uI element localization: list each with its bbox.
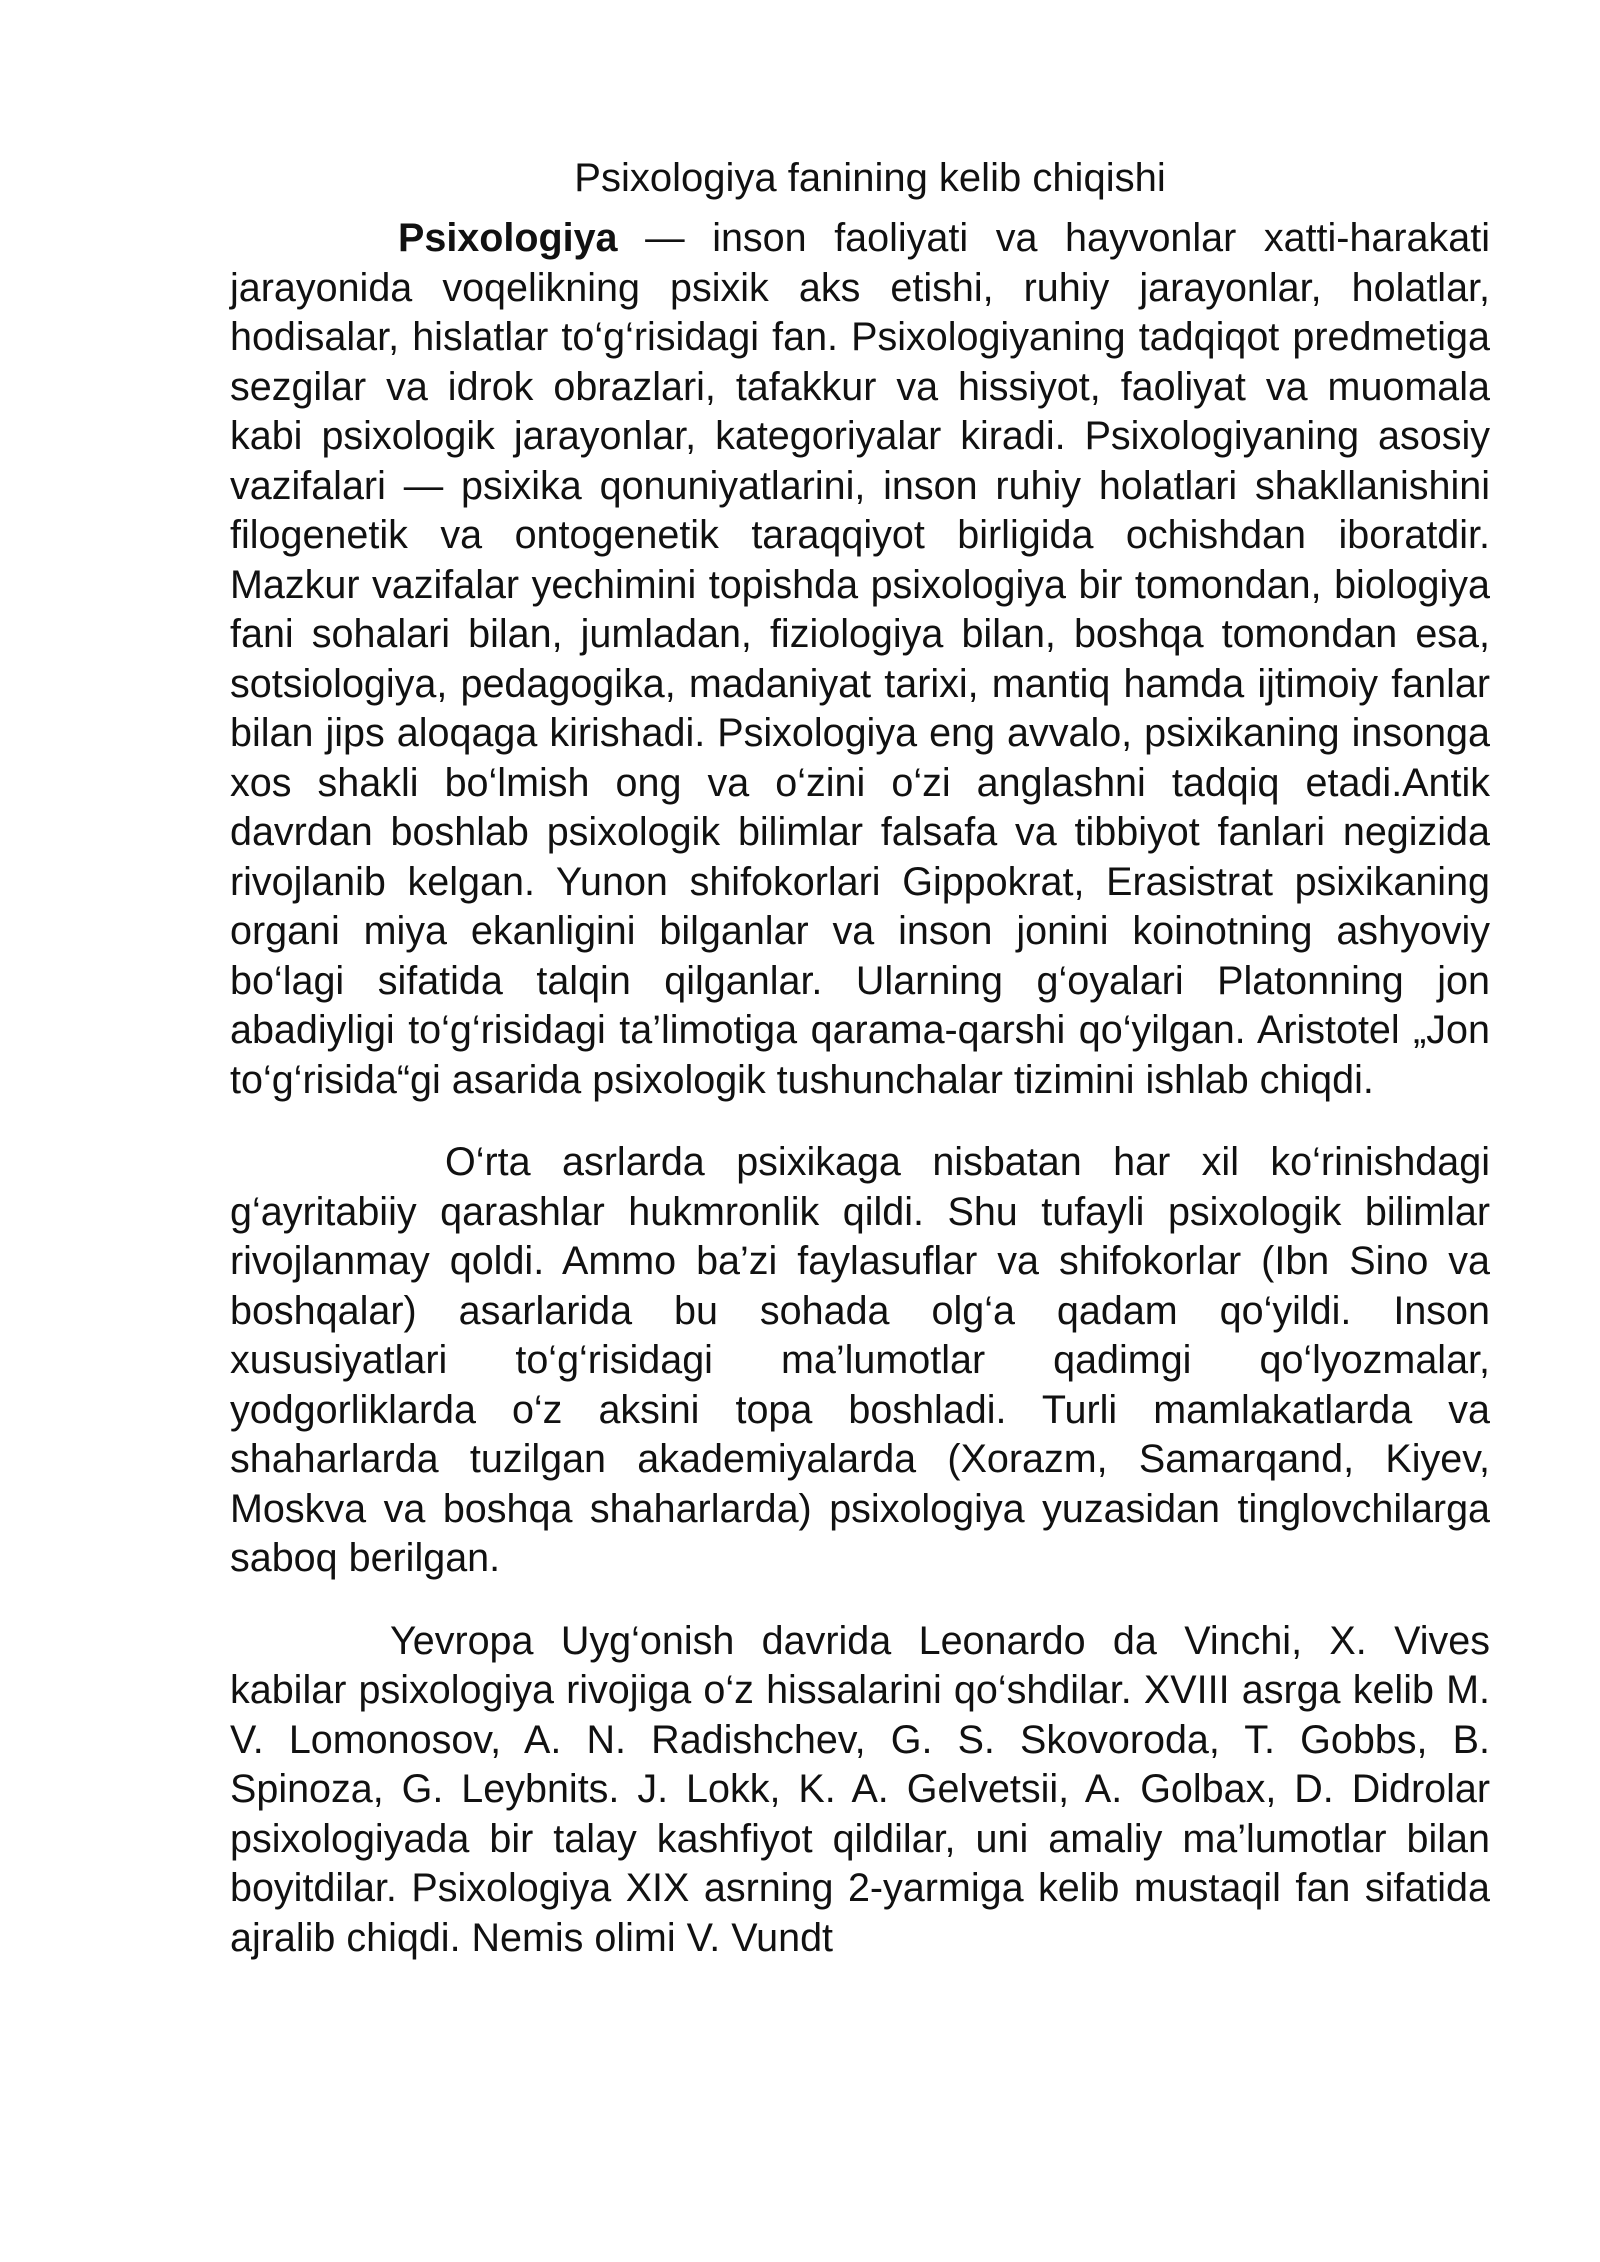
paragraph-2: O‘rta asrlarda psixikaga nisbatan har xil ko‘rinishdagi g‘ayritabiiy qarashlar hukmronlik qildi. Shu tufayli psixologik bilimlar rivojlanmay qoldi. Ammo ba’zi faylasuflar va shifokorlar (Ibn Sino va boshqalar) asarlarida bu sohada olg‘a qadam qo‘yildi. Inson xususiyatlari to‘g‘risidagi ma’lumotlar qadimgi qo‘lyozmalar, yodgorliklarda o‘z aksini topa boshladi. Turli mamlakatlarda va shaharlarda tuzilgan akademiyalarda (Xorazm, Samarqand, Kiyev, Moskva va boshqa shaharlarda) psixologiya yuzasidan tinglovchilarga saboq berilgan. xyxy=(230,1140,1490,1580)
paragraph-1-text: — inson faoliyati va hayvonlar xatti-harakati jarayonida voqelikning psixik aks etishi, ruhiy jarayonlar, holatlar, hodisalar, hislatlar to‘g‘risidagi fan. Psixologiyaning tadqiqot predmetiga sezgilar va idrok obrazlari, tafakkur va hissiyot, faoliyat va muomala kabi psixologik jarayonlar, kategoriyalar kiradi. Psixologiyaning asosiy vazifalari — psixika qonuniyatlarini, inson ruhiy holatlari shakllanishini filogenetik va ontogenetik taraqqiyot birligida ochishdan iboratdir. Mazkur vazifalar yechimini topishda psixologiya bir tomondan, biologiya fani sohalari bilan, jumladan, fiziologiya bilan, boshqa tomondan esa, sotsiologiya, pedagogika, madaniyat tarixi, mantiq hamda ijtimoiy fanlar bilan jips aloqaga kirishadi. Psixologiya eng avvalo, psixikaning insonga xos shakli bo‘lmish ong va o‘zini o‘zi anglashni tadqiq etadi.Antik davrdan boshlab psixologik bilimlar falsafa va tibbiyot fanlari negizida rivojlanib kelgan. Yunon shifokorlari Gippokrat, Erasistrat psixikaning organi miya ekanligini bilganlar va inson jonini koinotning ashyoviy bo‘lagi sifatida talqin qilganlar. Ularning g‘oyalari Platonning jon abadiyligi to‘g‘risidagi ta’limotiga qarama-qarshi qo‘yilgan. Aristotel „Jon to‘g‘risida“gi asarida psixologik tushunchalar tizimini ishlab chiqdi. xyxy=(230,216,1490,1102)
document-title: Psixologiya fanining kelib chiqishi xyxy=(574,156,1166,200)
term-psixologiya: Psixologiya xyxy=(398,216,618,260)
paragraph-3: Yevropa Uyg‘onish davrida Leonardo da Vinchi, X. Vives kabilar psixologiya rivojiga o‘z hissalarini qo‘shdilar. XVIII asrga kelib M. V. Lomonosov, A. N. Radishchev, G. S. Skovoroda, T. Gobbs, B. Spinoza, G. Leybnits. J. Lokk, K. A. Gelvetsii, A. Golbax, D. Didrolar psixologiyada bir talay kashfiyot qildilar, uni amaliy ma’lumotlar bilan boyitdilar. Psixologiya XIX asrning 2-yarmiga kelib mustaqil fan sifatida ajralib chiqdi. Nemis olimi V. Vundt xyxy=(230,1618,1490,1960)
paragraph-1 xyxy=(230,214,1490,1105)
document-page xyxy=(230,150,1490,1963)
